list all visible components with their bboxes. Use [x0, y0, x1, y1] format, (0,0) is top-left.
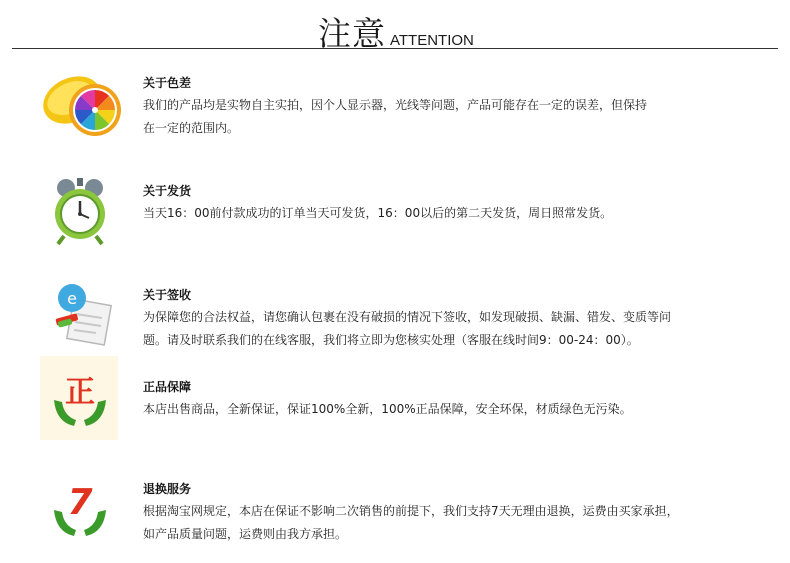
notice-line: 题。请及时联系我们的在线客服，我们将立即为您核实处理（客服在线时间9：00-24：00）。 [143, 333, 639, 347]
notice-line: 根据淘宝网规定，本店在保证不影响二次销售的前提下，我们支持7天无理由退换，运费由买家承担， [143, 504, 679, 518]
header [0, 0, 790, 53]
notice-body [143, 500, 773, 546]
notice-title: 关于签收 [143, 288, 192, 302]
notice-line: 我们的产品均是实物自主实拍，因个人显示器，光线等问题，产品可能存在一定的误差，但保持 [143, 98, 648, 112]
notice-text-genuine [143, 378, 773, 421]
lemon-color-wheel-icon [32, 70, 132, 150]
header-divider [12, 48, 778, 49]
notice-title: 正品保障 [143, 380, 192, 394]
genuine-glyph: 正 [65, 375, 95, 410]
notice-line: 如产品质量问题，运费则由我方承担。 [143, 527, 348, 541]
seven-glyph: 7 [67, 482, 93, 523]
title-chinese: 注意 [318, 14, 386, 53]
notice-body [143, 306, 773, 352]
notice-text-receipt [143, 286, 773, 352]
notice-title: 关于色差 [143, 76, 192, 90]
notice-line: 当天16：00前付款成功的订单当天可发货，16：00以后的第二天发货，周日照常发货。 [143, 206, 613, 220]
notice-text-return [143, 480, 773, 546]
notice-text-color [143, 74, 773, 140]
alarm-clock-icon [32, 176, 132, 256]
notice-line: 在一定的范围内。 [143, 121, 240, 135]
notice-line: 本店出售商品，全新保证，保证100%全新，100%正品保障，安全环保，材质绿色无污染。 [143, 402, 632, 416]
notice-text-shipping [143, 182, 773, 225]
seven-day-return-hands-icon [32, 474, 132, 554]
notice-body [143, 398, 773, 421]
svg-text:e: e [67, 289, 77, 308]
notice-title: 关于发货 [143, 184, 192, 198]
notice-line: 为保障您的合法权益，请您确认包裹在没有破损的情况下签收，如发现破损、缺漏、错发、变质等问 [143, 310, 672, 324]
title-english: ATTENTION [390, 32, 474, 49]
notice-body [143, 94, 773, 140]
genuine-hands-icon [32, 356, 132, 436]
notice-title: 退换服务 [143, 482, 192, 496]
sign-document-icon [32, 280, 132, 360]
notice-body [143, 202, 773, 225]
